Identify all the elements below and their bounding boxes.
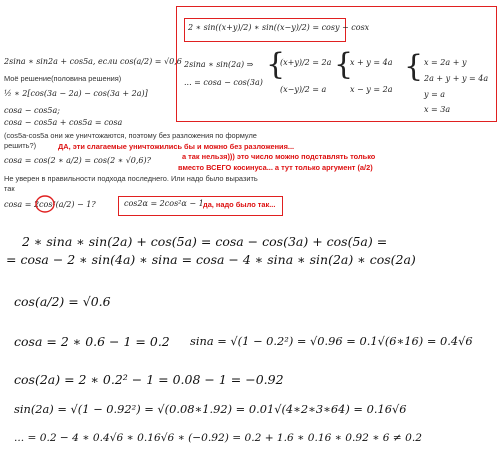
red-annotation-4: да, надо было так... <box>203 200 276 209</box>
system-3-eq-b: 2a + y + y = 4a <box>424 74 489 83</box>
main-formula: 2 ∗ sin((x+y)/2) ∗ sin((x−y)/2) = cosy − cosx <box>188 23 370 32</box>
solution-eq-7: sin(2a) = √(1 − 0.92²) = √(0.08∗1.92) = 0.01√(4∗2∗3∗64) = 0.16√6 <box>14 402 407 416</box>
solution-eq-6: cos(2a) = 2 ∗ 0.2² − 1 = 0.08 − 1 = −0.92 <box>14 372 284 387</box>
work-note-2: решить?) <box>4 141 37 150</box>
red-circle-mark-icon <box>34 194 56 214</box>
system-3-eq-d: x = 3a <box>424 105 451 114</box>
system-1-eq-a: (x+y)/2 = 2a <box>280 58 332 67</box>
problem-condition: 2sina ∗ sin2a + cos5a, если cos(a/2) = √0,6 <box>4 57 182 66</box>
solution-eq-2: = cosa − 2 ∗ sin(4a) ∗ sina = cosa − 4 ∗ sina ∗ sin(2a) ∗ cos(2a) <box>6 252 416 267</box>
solution-eq-8: ... = 0.2 − 4 ∗ 0.4√6 ∗ 0.16√6 ∗ (−0.92) = 0.2 + 1.6 ∗ 0.16 ∗ 0.92 ∗ 6 ≠ 0.2 <box>14 432 422 444</box>
system-brace-3: { <box>404 49 424 84</box>
doubt-line-2: так <box>4 184 15 193</box>
boxed-formula: cos2α = 2cos²α − 1 <box>124 199 204 208</box>
system-brace-1: { <box>266 47 286 82</box>
solution-eq-1: 2 ∗ sina ∗ sin(2a) + cos(5a) = cosa − cos(3a) + cos(5a) = <box>22 234 388 249</box>
system-2-eq-b: x − y = 2a <box>350 85 393 94</box>
solution-eq-5: sina = √(1 − 0.2²) = √0.96 = 0.1√(6∗16) = 0.4√6 <box>190 334 473 348</box>
system-1-eq-b: (x−y)/2 = a <box>280 85 327 94</box>
red-annotation-1: ДА, эти слагаемые уничтожились бы и можно без разложения... <box>58 142 295 151</box>
my-solution-label: Моё решение(половина решения) <box>4 74 122 83</box>
system-2-eq-a: x + y = 4a <box>350 58 393 67</box>
work-line-3: cosa − cos5a + cos5a = cosa <box>4 118 123 127</box>
box-row-2: ... = cosa − cos(3a) <box>184 78 263 87</box>
work-line-2: cosa − cos5a; <box>4 106 60 115</box>
work-note-1: (cos5a-cos5a они же уничтожаются, поэтому без разложения по формуле <box>4 131 257 140</box>
system-3-eq-a: x = 2a + y <box>424 58 467 67</box>
solution-eq-3: cos(a/2) = √0.6 <box>14 294 111 309</box>
work-line-5: cosa = 2cos²(a/2) − 1? <box>4 200 96 209</box>
doubt-line-1: Не уверен в правильности подхода последнего. Или надо было выразить <box>4 174 258 183</box>
work-line-4: cosa = cos(2 ∗ a/2) = cos(2 ∗ √0,6)? <box>4 156 151 165</box>
solution-eq-4: cosa = 2 ∗ 0.6 − 1 = 0.2 <box>14 334 170 349</box>
red-annotation-3: вместо ВСЕГО косинуса... а тут только аргумент (a/2) <box>178 163 373 172</box>
system-3-eq-c: y = a <box>424 90 446 99</box>
system-brace-2: { <box>334 47 354 82</box>
box-row-1: 2sina ∗ sin(2a) ⇒ <box>184 60 254 69</box>
work-line-1: ½ ∗ 2[cos(3a − 2a) − cos(3a + 2a)] <box>4 89 148 98</box>
red-annotation-2: а так нельзя))) это число можно подставлять только <box>182 152 376 161</box>
